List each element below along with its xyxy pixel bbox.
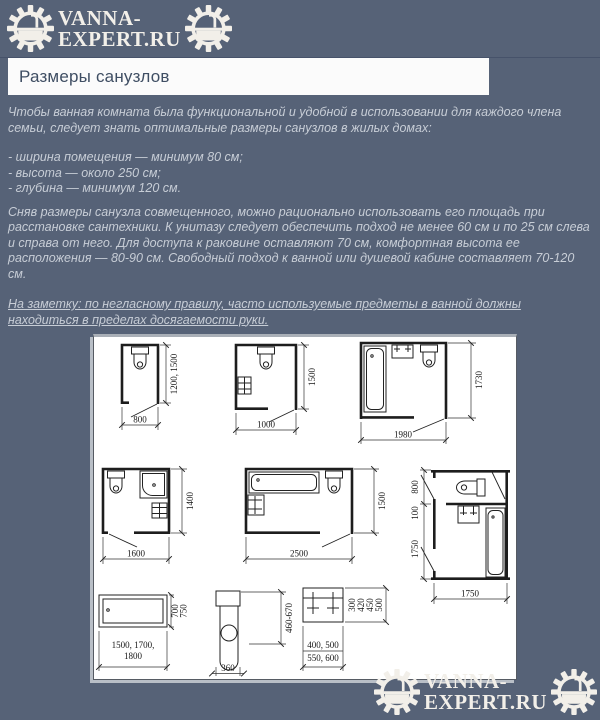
bathroom-plans-drawing <box>94 337 516 679</box>
svg-text:1600: 1600 <box>127 548 145 559</box>
list-item: - ширина помещения — минимум 80 см; <box>8 150 243 164</box>
svg-text:400, 500: 400, 500 <box>307 640 339 650</box>
dimension-list <box>8 150 590 197</box>
body-paragraph: Сняв размеры санузла совмещенного, можно рационально использовать его площадь при расстановке сантехники. К унитазу следует обеспечить подход не менее 60 см и по 25 см слева и справа от него. Для доступа к раковине оставляют 70 см, комфортная высота ее расположения — 80-90 см. Свободный подход к ванной или душевой кабине составляет 70-120 см. <box>8 204 590 281</box>
page-title: Размеры санузлов <box>19 66 170 86</box>
svg-text:2500: 2500 <box>290 548 308 559</box>
svg-text:360: 360 <box>221 663 235 673</box>
svg-text:1730: 1730 <box>474 371 484 389</box>
svg-text:100: 100 <box>410 506 420 520</box>
plan-shower-1600 <box>103 469 195 564</box>
site-header <box>0 0 600 58</box>
footer-logo-text <box>424 671 547 713</box>
plan-split-1750 <box>410 470 510 604</box>
plan-wc-1000 <box>236 345 317 435</box>
plan-sink <box>303 588 386 671</box>
svg-text:1980: 1980 <box>394 429 412 440</box>
svg-text:500: 500 <box>374 598 384 612</box>
logo-line-2: EXPERT.RU <box>424 690 547 714</box>
svg-text:460-670: 460-670 <box>284 603 294 633</box>
plan-toilet <box>212 591 294 676</box>
svg-text:1500: 1500 <box>307 368 317 386</box>
svg-text:300: 300 <box>347 598 357 612</box>
svg-text:1000: 1000 <box>257 419 275 430</box>
article <box>0 95 600 680</box>
intro-paragraph: Чтобы ванная комната была функциональной и удобной в использовании для каждого члена семьи, следует знать оптимальные размеры санузлов в жилых домах: <box>8 105 562 135</box>
site-footer <box>374 669 597 715</box>
svg-text:1500: 1500 <box>377 492 387 510</box>
bathroom-dimensions-figure[interactable] <box>93 334 517 680</box>
note-paragraph: На заметку: по негласному правилу, часто используемые предметы в ванной должны находиться в пределах досягаемости руки. <box>8 297 521 327</box>
footer-logo[interactable] <box>374 669 597 715</box>
plan-bathtub <box>99 595 189 671</box>
svg-text:1200, 1500: 1200, 1500 <box>169 353 179 395</box>
svg-text:1800: 1800 <box>124 651 142 661</box>
gear-bathtub-icon <box>374 669 420 715</box>
gear-bathtub-icon <box>185 5 232 52</box>
logo-line-1: VANNA- <box>424 669 508 693</box>
svg-text:550, 600: 550, 600 <box>307 653 339 663</box>
svg-text:700: 700 <box>170 604 180 618</box>
list-item: - глубина — минимум 120 см. <box>8 181 182 195</box>
gear-bathtub-icon <box>7 5 54 52</box>
svg-text:800: 800 <box>133 414 147 425</box>
site-logo-text <box>58 5 181 51</box>
svg-text:800: 800 <box>410 480 420 494</box>
plan-bath-1980 <box>361 343 484 444</box>
svg-text:1750: 1750 <box>410 540 420 558</box>
list-item: - высота — около 250 см; <box>8 165 161 180</box>
plan-bath-2500 <box>246 469 387 564</box>
svg-text:1500, 1700,: 1500, 1700, <box>111 640 155 650</box>
plan-wc-800 <box>122 345 179 430</box>
logo-line-2: EXPERT.RU <box>58 26 181 51</box>
page-title-bar <box>8 58 489 95</box>
gear-bathtub-icon <box>551 669 597 715</box>
svg-text:1400: 1400 <box>185 492 195 510</box>
svg-text:1750: 1750 <box>461 588 479 599</box>
svg-text:750: 750 <box>178 604 189 618</box>
svg-text:420: 420 <box>356 598 366 612</box>
svg-text:450: 450 <box>365 598 375 612</box>
site-logo[interactable] <box>7 5 232 52</box>
logo-line-1: VANNA- <box>58 5 142 30</box>
